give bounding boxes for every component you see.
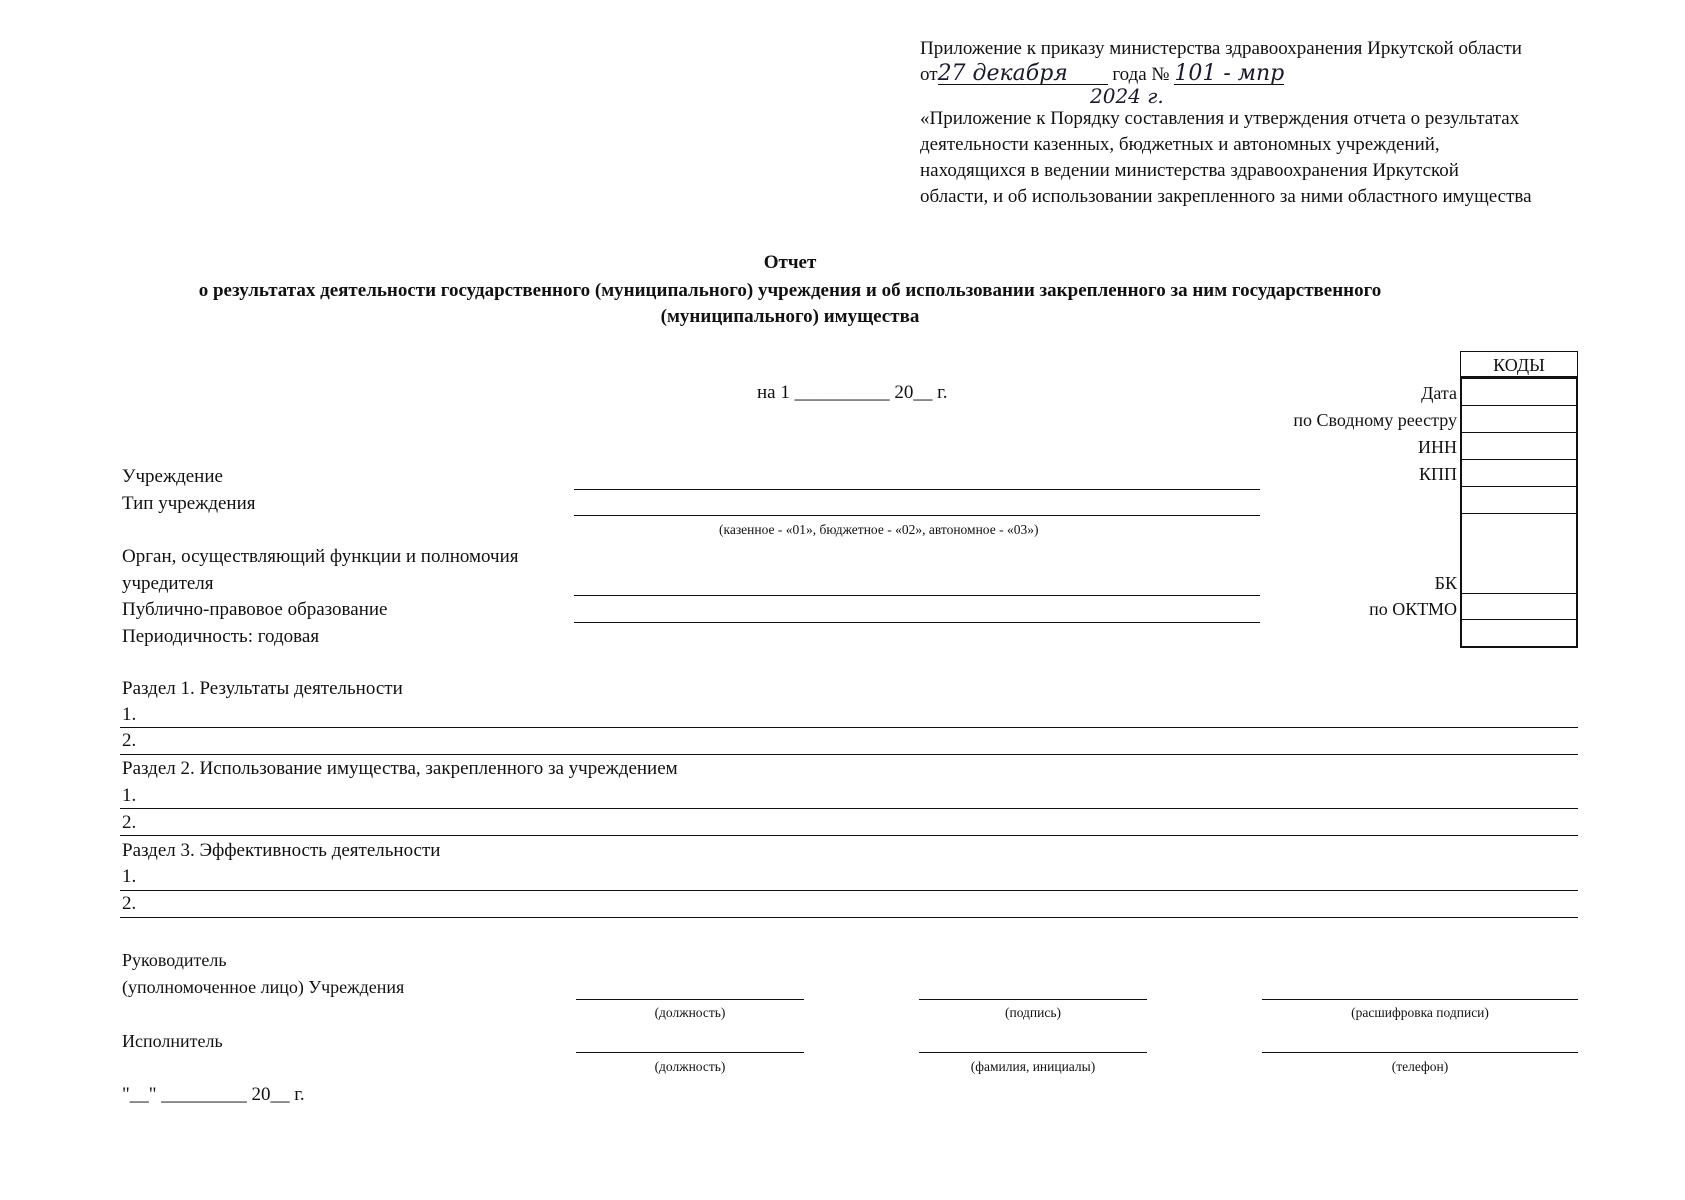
field-type-label: Тип учреждения [122,493,256,514]
section-2-line-2[interactable] [120,835,1578,836]
field-public-entity-label: Публично-правовое образование [122,599,388,620]
field-institution-line[interactable] [574,489,1260,490]
quote-line: «Приложение к Порядку составления и утверждения отчета о результатах [920,108,1520,129]
report-subtitle-line1: о результатах деятельности государственного (муниципального) учреждения и об использовании закрепленного за ним государственного [198,280,1382,301]
code-cell-oktmo[interactable] [1462,594,1576,620]
year-label: года № [1112,64,1170,85]
section-3-item-1: 1. [122,866,137,887]
quote-line: деятельности казенных, бюджетных и автономных учреждений, [920,134,1440,155]
head-caption-name: (расшифровка подписи) [1351,1005,1489,1020]
field-founder-line[interactable] [574,595,1260,596]
codes-grid [1460,377,1578,648]
header-quote [920,106,1532,210]
section-3-line-2[interactable] [120,917,1578,918]
code-label-bk: БК [1434,573,1457,593]
code-cell-inn[interactable] [1462,433,1576,460]
executor-label: Исполнитель [122,1031,223,1051]
code-cell-registry[interactable] [1462,406,1576,433]
head-label-line1: Руководитель [122,950,227,970]
quote-line: области, и об использовании закрепленного за ними областного имущества [920,186,1532,207]
handwritten-number: 101 - мпр [1174,61,1285,86]
handwritten-year: 2024 г. [1090,84,1164,108]
code-cell-period[interactable] [1462,620,1576,646]
executor-phone-line[interactable] [1262,1052,1578,1053]
quote-line: находящихся в ведении министерства здравоохранения Иркутской [920,160,1459,181]
code-label-registry: по Сводному реестру [1293,410,1457,430]
field-founder-label1: Орган, осуществляющий функции и полномочия [122,546,519,567]
executor-caption-name: (фамилия, инициалы) [970,1059,1096,1074]
handwritten-date: 27 декабря [938,64,1108,85]
section-1-title: Раздел 1. Результаты деятельности [122,678,403,699]
section-2-line-1[interactable] [120,808,1578,809]
code-label-oktmo: по ОКТМО [1369,599,1457,619]
executor-position-line[interactable] [576,1052,804,1053]
codes-box [1460,351,1578,648]
code-cell-kpp[interactable] [1462,460,1576,487]
code-label-inn: ИНН [1418,437,1457,457]
report-title: Отчет [763,252,817,273]
head-position-line[interactable] [576,999,804,1000]
executor-caption-phone: (телефон) [1391,1059,1449,1074]
head-name-line[interactable] [1262,999,1578,1000]
section-2-title: Раздел 2. Использование имущества, закрепленного за учреждением [122,758,678,779]
field-periodicity-label: Периодичность: годовая [122,626,320,647]
field-founder-label2: учредителя [122,573,214,594]
report-date-line: на 1 __________ 20__ г. [757,382,948,403]
report-subtitle-line2: (муниципального) имущества [660,306,920,327]
code-label-kpp: КПП [1418,464,1457,484]
section-1-item-2: 2. [122,730,137,751]
section-1-line-1[interactable] [120,727,1578,728]
section-2-item-1: 1. [122,785,137,806]
code-label-date: Дата [1421,383,1457,403]
section-1-item-1: 1. [122,704,137,725]
header-order-line [920,61,1285,86]
code-cell-bk[interactable] [1462,514,1576,594]
from-prefix: от [920,64,938,85]
header-line1: Приложение к приказу министерства здравоохранения Иркутской области [920,38,1522,59]
code-cell-type[interactable] [1462,487,1576,514]
section-3-title: Раздел 3. Эффективность деятельности [122,840,441,861]
field-type-line[interactable] [574,515,1260,516]
section-3-line-1[interactable] [120,890,1578,891]
field-public-entity-line[interactable] [574,622,1260,623]
section-2-item-2: 2. [122,812,137,833]
head-label-line2: (уполномоченное лицо) Учреждения [122,977,405,997]
section-1-line-2[interactable] [120,754,1578,755]
section-3-item-2: 2. [122,893,137,914]
field-type-hint: (казенное - «01», бюджетное - «02», автономное - «03») [719,522,1039,537]
head-caption-signature: (подпись) [1004,1005,1062,1020]
head-signature-line[interactable] [919,999,1147,1000]
field-institution-label: Учреждение [122,466,223,487]
head-caption-position: (должность) [654,1005,726,1020]
codes-header: КОДЫ [1460,351,1578,377]
code-cell-date[interactable] [1462,379,1576,406]
footer-date: "__" _________ 20__ г. [122,1084,305,1105]
executor-caption-position: (должность) [654,1059,726,1074]
executor-name-line[interactable] [919,1052,1147,1053]
